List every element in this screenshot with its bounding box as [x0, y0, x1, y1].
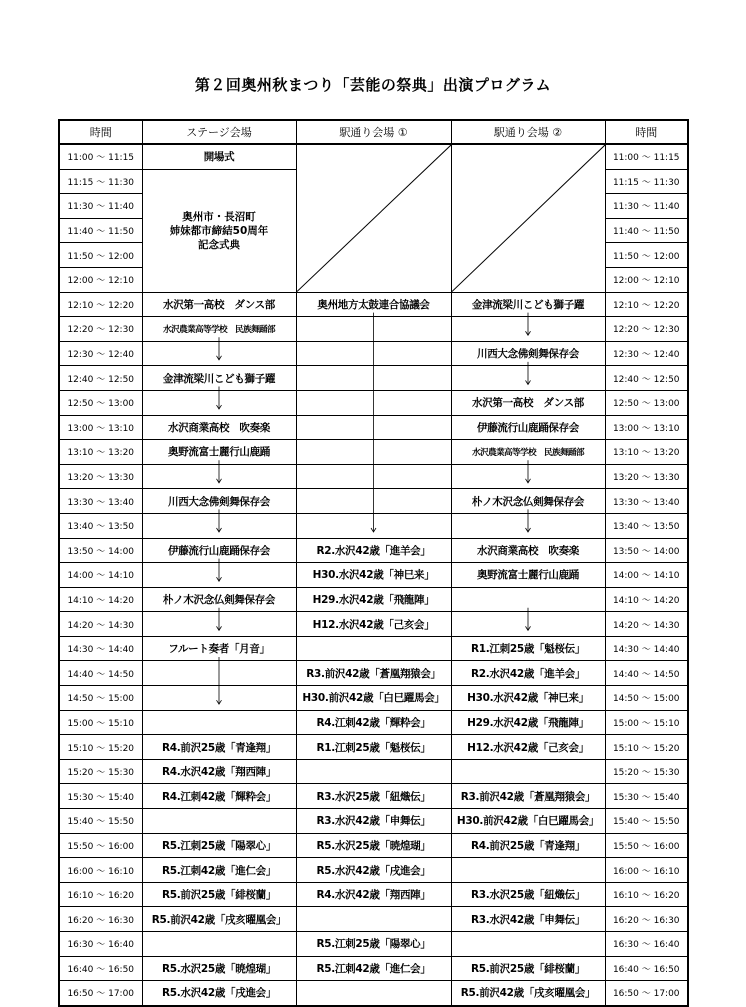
time-left-cell: 15:10 ～ 15:20 [59, 735, 142, 760]
stage-cell: R5.水沢25歳「暁煌瑚」 [142, 956, 296, 981]
time-right-cell: 12:30 ～ 12:40 [605, 341, 688, 366]
opening-ceremony-cell: 開場式 [142, 144, 296, 169]
header-stage: ステージ会場 [142, 120, 296, 144]
time-left-cell: 16:20 ～ 16:30 [59, 907, 142, 932]
table-row [59, 981, 688, 1006]
time-left-cell: 14:30 ～ 14:40 [59, 636, 142, 661]
stage-cell: R5.前沢25歳「緋桜蘭」 [142, 882, 296, 907]
time-right-cell: 15:50 ～ 16:00 [605, 833, 688, 858]
time-right-cell: 15:10 ～ 15:20 [605, 735, 688, 760]
stage-cell: 水沢農業高等学校 民族舞踊部 [142, 317, 296, 342]
table-row [59, 563, 688, 588]
time-left-cell: 14:00 ～ 14:10 [59, 563, 142, 588]
venue1-cell [296, 636, 451, 661]
table-row [59, 932, 688, 957]
stage-cell [142, 464, 296, 489]
table-row [59, 686, 688, 711]
header-time-left: 時間 [59, 120, 142, 144]
time-left-cell: 11:00 ～ 11:15 [59, 144, 142, 169]
table-row [59, 833, 688, 858]
venue1-cell [296, 317, 451, 342]
table-row [59, 882, 688, 907]
venue2-cell [451, 366, 605, 391]
venue1-cell [296, 489, 451, 514]
stage-cell: R5.前沢42歳「戌亥曜凰会」 [142, 907, 296, 932]
venue1-cell [296, 440, 451, 465]
table-row [59, 440, 688, 465]
time-left-cell: 12:20 ～ 12:30 [59, 317, 142, 342]
time-right-cell: 13:40 ～ 13:50 [605, 513, 688, 538]
time-left-cell: 15:20 ～ 15:30 [59, 759, 142, 784]
time-right-cell: 15:40 ～ 15:50 [605, 809, 688, 834]
time-left-cell: 16:30 ～ 16:40 [59, 932, 142, 957]
venue2-cell [451, 858, 605, 883]
venue2-cell [451, 317, 605, 342]
time-left-cell: 12:00 ～ 12:10 [59, 267, 142, 292]
header-time-right: 時間 [605, 120, 688, 144]
time-left-cell: 12:40 ～ 12:50 [59, 366, 142, 391]
stage-cell: 川西大念佛剣舞保存会 [142, 489, 296, 514]
venue2-cell: R3.水沢42歳「申舞伝」 [451, 907, 605, 932]
time-right-cell: 13:20 ～ 13:30 [605, 464, 688, 489]
venue2-cell: R5.前沢42歳「戌亥曜凰会」 [451, 981, 605, 1006]
venue2-cell: H29.水沢42歳「飛龍陣」 [451, 710, 605, 735]
venue2-cell [451, 612, 605, 637]
venue2-cell: R1.江刺25歳「魁桜伝」 [451, 636, 605, 661]
venue2-cell [451, 587, 605, 612]
venue1-cell: 奥州地方太鼓連合協議会 [296, 292, 451, 317]
stage-cell [142, 341, 296, 366]
time-right-cell: 16:50 ～ 17:00 [605, 981, 688, 1006]
table-row [59, 612, 688, 637]
venue2-cell [451, 464, 605, 489]
stage-cell [142, 809, 296, 834]
table-row [59, 907, 688, 932]
venue1-cell: R5.江刺25歳「陽翠心」 [296, 932, 451, 957]
time-left-cell: 14:10 ～ 14:20 [59, 587, 142, 612]
time-right-cell: 14:20 ～ 14:30 [605, 612, 688, 637]
table-row [59, 587, 688, 612]
diagonal-line [452, 145, 605, 292]
time-right-cell: 13:10 ～ 13:20 [605, 440, 688, 465]
anniversary-line3: 記念式典 [198, 238, 240, 251]
time-left-cell: 12:50 ～ 13:00 [59, 390, 142, 415]
stage-cell: フルート奏者「月音」 [142, 636, 296, 661]
venue1-cell [296, 341, 451, 366]
table-row [59, 636, 688, 661]
stage-cell: R4.前沢25歳「青逢翔」 [142, 735, 296, 760]
stage-cell [142, 513, 296, 538]
time-right-cell: 11:40 ～ 11:50 [605, 218, 688, 243]
time-right-cell: 15:20 ～ 15:30 [605, 759, 688, 784]
table-row [59, 415, 688, 440]
table-row [59, 809, 688, 834]
time-right-cell: 12:40 ～ 12:50 [605, 366, 688, 391]
time-left-cell: 11:50 ～ 12:00 [59, 243, 142, 268]
time-right-cell: 12:10 ～ 12:20 [605, 292, 688, 317]
schedule-table [58, 119, 689, 1007]
venue1-cell [296, 759, 451, 784]
venue1-cell [296, 513, 451, 538]
time-right-cell: 16:40 ～ 16:50 [605, 956, 688, 981]
time-left-cell: 16:00 ～ 16:10 [59, 858, 142, 883]
venue1-cell: R4.水沢42歳「翔西陣」 [296, 882, 451, 907]
venue1-cell [296, 415, 451, 440]
venue2-cell: H30.水沢42歳「神巳来」 [451, 686, 605, 711]
time-left-cell: 16:50 ～ 17:00 [59, 981, 142, 1006]
table-row [59, 661, 688, 686]
table-row [59, 784, 688, 809]
anniversary-line1: 奥州市・長沼町 [182, 210, 256, 223]
table-row [59, 489, 688, 514]
time-right-cell: 13:30 ～ 13:40 [605, 489, 688, 514]
table-row [59, 390, 688, 415]
venue2-cell: 水沢第一高校 ダンス部 [451, 390, 605, 415]
venue2-cell: 金津流梁川こども獅子躍 [451, 292, 605, 317]
page-title: 第２回奥州秋まつり「芸能の祭典」出演プログラム [194, 76, 552, 94]
venue2-cell: R5.前沢25歳「緋桜蘭」 [451, 956, 605, 981]
table-row [59, 292, 688, 317]
time-left-cell: 14:40 ～ 14:50 [59, 661, 142, 686]
venue1-cell: R5.水沢25歳「暁煌瑚」 [296, 833, 451, 858]
header-venue1: 駅通り会場 ① [296, 120, 451, 144]
venue2-cell: 水沢農業高等学校 民族舞踊部 [451, 440, 605, 465]
time-left-cell: 14:50 ～ 15:00 [59, 686, 142, 711]
time-right-cell: 13:50 ～ 14:00 [605, 538, 688, 563]
venue2-cell: R4.前沢25歳「青逢翔」 [451, 833, 605, 858]
venue2-cell: 朴ノ木沢念仏剣舞保存会 [451, 489, 605, 514]
stage-cell [142, 932, 296, 957]
stage-cell: 金津流梁川こども獅子躍 [142, 366, 296, 391]
time-right-cell: 12:20 ～ 12:30 [605, 317, 688, 342]
venue1-cell: R5.水沢42歳「戌進会」 [296, 858, 451, 883]
time-right-cell: 15:30 ～ 15:40 [605, 784, 688, 809]
stage-cell: R4.水沢42歳「翔西陣」 [142, 759, 296, 784]
venue2-cell [451, 932, 605, 957]
time-left-cell: 11:15 ～ 11:30 [59, 169, 142, 194]
table-row [59, 858, 688, 883]
header-row [59, 120, 688, 144]
time-left-cell: 15:30 ～ 15:40 [59, 784, 142, 809]
table-row [59, 513, 688, 538]
time-left-cell: 13:50 ～ 14:00 [59, 538, 142, 563]
table-row [59, 759, 688, 784]
diagonal-line [297, 145, 451, 292]
time-left-cell: 11:30 ～ 11:40 [59, 194, 142, 219]
venue1-cell: R2.水沢42歳「進羊会」 [296, 538, 451, 563]
venue1-cell: R3.水沢42歳「申舞伝」 [296, 809, 451, 834]
venue1-cell [296, 390, 451, 415]
time-left-cell: 11:40 ～ 11:50 [59, 218, 142, 243]
stage-cell: 奥野流富士麗行山鹿踊 [142, 440, 296, 465]
stage-cell: 水沢第一高校 ダンス部 [142, 292, 296, 317]
time-left-cell: 12:30 ～ 12:40 [59, 341, 142, 366]
time-right-cell: 11:15 ～ 11:30 [605, 169, 688, 194]
time-left-cell: 13:20 ～ 13:30 [59, 464, 142, 489]
venue2-cell: H30.前沢42歳「白巳躍馬会」 [451, 809, 605, 834]
venue1-cell: R1.江刺25歳「魁桜伝」 [296, 735, 451, 760]
time-right-cell: 12:00 ～ 12:10 [605, 267, 688, 292]
venue1-cell: R3.水沢25歳「紐熾伝」 [296, 784, 451, 809]
stage-cell [142, 710, 296, 735]
anniversary-ceremony-cell [142, 169, 296, 292]
time-left-cell: 13:10 ～ 13:20 [59, 440, 142, 465]
stage-cell [142, 686, 296, 711]
time-right-cell: 16:00 ～ 16:10 [605, 858, 688, 883]
time-right-cell: 14:30 ～ 14:40 [605, 636, 688, 661]
stage-cell [142, 390, 296, 415]
time-left-cell: 14:20 ～ 14:30 [59, 612, 142, 637]
venue1-cell: H30.前沢42歳「白巳躍馬会」 [296, 686, 451, 711]
time-right-cell: 11:50 ～ 12:00 [605, 243, 688, 268]
diagonal-blank-cell [296, 144, 451, 292]
table-row [59, 366, 688, 391]
venue1-cell [296, 366, 451, 391]
stage-cell: R5.江刺25歳「陽翠心」 [142, 833, 296, 858]
time-left-cell: 16:10 ～ 16:20 [59, 882, 142, 907]
time-left-cell: 13:30 ～ 13:40 [59, 489, 142, 514]
table-row [59, 956, 688, 981]
venue2-cell: R3.水沢25歳「紐熾伝」 [451, 882, 605, 907]
stage-cell [142, 563, 296, 588]
venue2-cell: 川西大念佛剣舞保存会 [451, 341, 605, 366]
time-left-cell: 15:50 ～ 16:00 [59, 833, 142, 858]
venue1-cell [296, 464, 451, 489]
venue1-cell: R5.江刺42歳「進仁会」 [296, 956, 451, 981]
venue2-cell: H12.水沢42歳「己亥会」 [451, 735, 605, 760]
stage-cell [142, 612, 296, 637]
time-right-cell: 14:50 ～ 15:00 [605, 686, 688, 711]
stage-cell [142, 661, 296, 686]
table-row [59, 144, 688, 169]
time-right-cell: 13:00 ～ 13:10 [605, 415, 688, 440]
venue2-cell: R2.水沢42歳「進羊会」 [451, 661, 605, 686]
time-left-cell: 15:40 ～ 15:50 [59, 809, 142, 834]
table-row [59, 341, 688, 366]
time-left-cell: 15:00 ～ 15:10 [59, 710, 142, 735]
venue2-cell: R3.前沢42歳「蒼凰翔猿会」 [451, 784, 605, 809]
stage-cell: R5.水沢42歳「戌進会」 [142, 981, 296, 1006]
time-right-cell: 15:00 ～ 15:10 [605, 710, 688, 735]
venue1-cell [296, 907, 451, 932]
table-row [59, 735, 688, 760]
venue1-cell [296, 981, 451, 1006]
time-right-cell: 14:40 ～ 14:50 [605, 661, 688, 686]
stage-cell: 伊藤流行山鹿踊保存会 [142, 538, 296, 563]
stage-cell: 水沢商業高校 吹奏楽 [142, 415, 296, 440]
venue1-cell: R3.前沢42歳「蒼凰翔猿会」 [296, 661, 451, 686]
venue1-cell: H29.水沢42歳「飛龍陣」 [296, 587, 451, 612]
time-right-cell: 11:00 ～ 11:15 [605, 144, 688, 169]
time-right-cell: 16:10 ～ 16:20 [605, 882, 688, 907]
time-left-cell: 13:00 ～ 13:10 [59, 415, 142, 440]
time-right-cell: 11:30 ～ 11:40 [605, 194, 688, 219]
time-left-cell: 12:10 ～ 12:20 [59, 292, 142, 317]
time-right-cell: 14:00 ～ 14:10 [605, 563, 688, 588]
diagonal-blank-cell [451, 144, 605, 292]
time-right-cell: 16:30 ～ 16:40 [605, 932, 688, 957]
time-right-cell: 14:10 ～ 14:20 [605, 587, 688, 612]
time-right-cell: 12:50 ～ 13:00 [605, 390, 688, 415]
venue2-cell: 奥野流富士麗行山鹿踊 [451, 563, 605, 588]
venue1-cell: H30.水沢42歳「神巳来」 [296, 563, 451, 588]
anniversary-line2: 姉妹都市締結50周年 [169, 224, 269, 237]
time-left-cell: 13:40 ～ 13:50 [59, 513, 142, 538]
table-row [59, 317, 688, 342]
venue2-cell [451, 513, 605, 538]
header-venue2: 駅通り会場 ② [451, 120, 605, 144]
venue2-cell: 水沢商業高校 吹奏楽 [451, 538, 605, 563]
stage-cell: 朴ノ木沢念仏剣舞保存会 [142, 587, 296, 612]
stage-cell: R4.江刺42歳「輝粋会」 [142, 784, 296, 809]
table-row [59, 710, 688, 735]
venue1-cell: R4.江刺42歳「輝粋会」 [296, 710, 451, 735]
venue2-cell: 伊藤流行山鹿踊保存会 [451, 415, 605, 440]
time-left-cell: 16:40 ～ 16:50 [59, 956, 142, 981]
time-right-cell: 16:20 ～ 16:30 [605, 907, 688, 932]
table-row [59, 538, 688, 563]
venue2-cell [451, 759, 605, 784]
table-row [59, 464, 688, 489]
stage-cell: R5.江刺42歳「進仁会」 [142, 858, 296, 883]
venue1-cell: H12.水沢42歳「己亥会」 [296, 612, 451, 637]
